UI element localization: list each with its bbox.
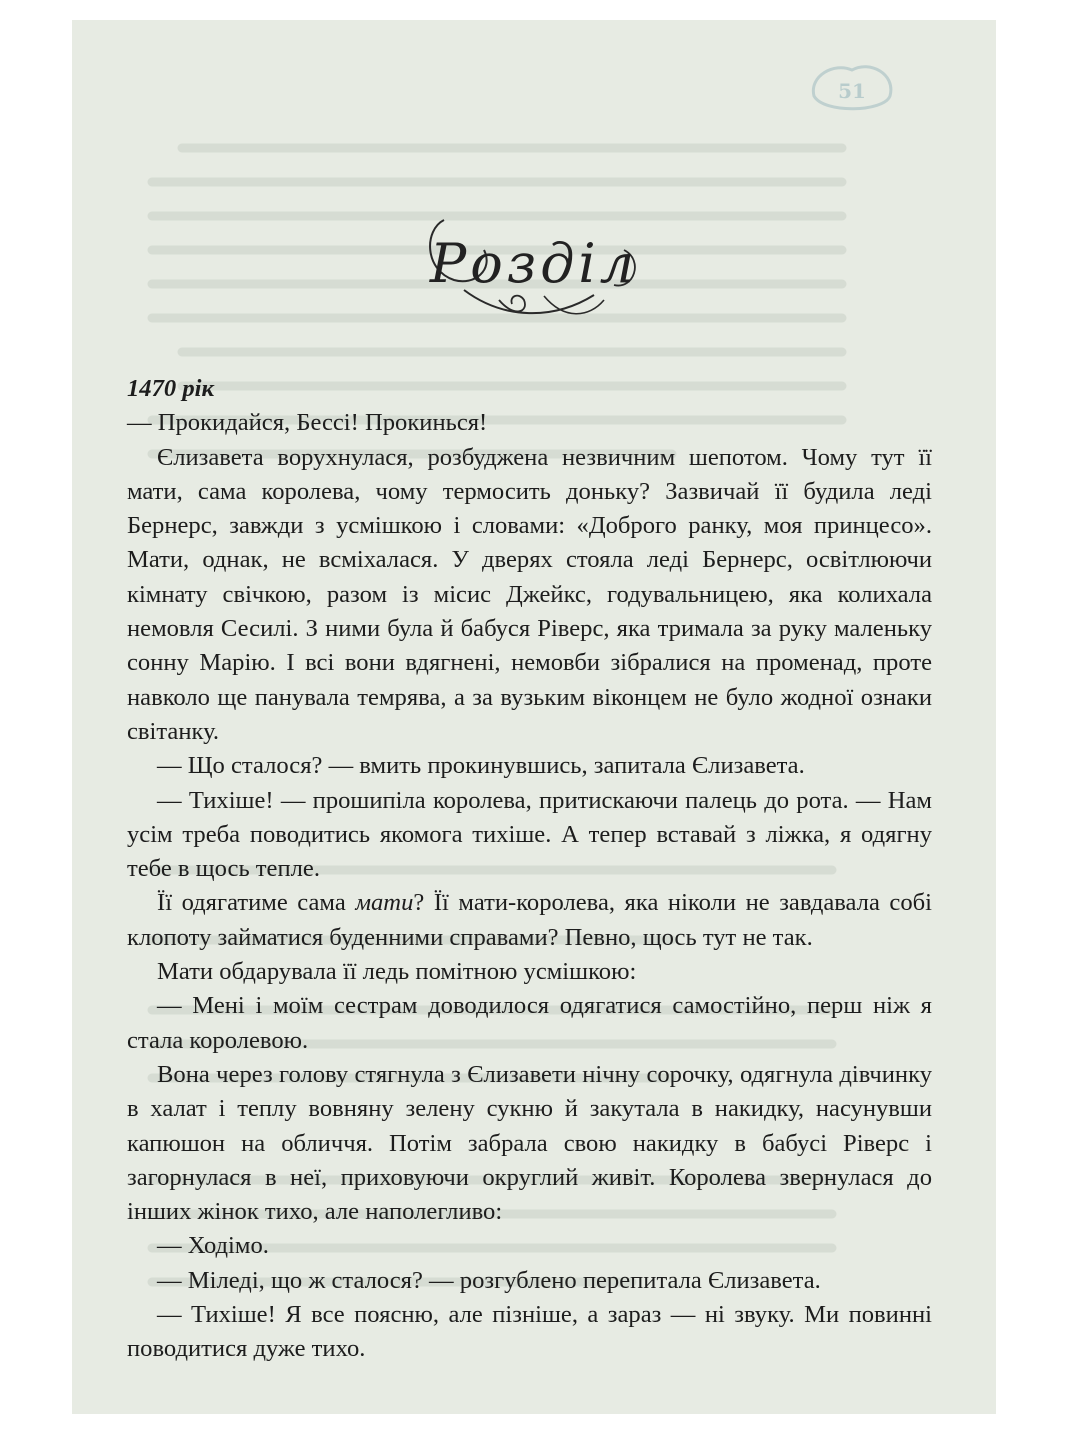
- chapter-heading: [72, 200, 996, 330]
- paragraph-part: Її одягатиме сама: [157, 889, 356, 917]
- paragraph: — Тихіше! Я все поясню, але пізніше, а зараз — ні звуку. Ми повинні поводитися дуже тихо.: [127, 1301, 932, 1363]
- paragraph: — Що сталося? — вмить прокинувшись, запитала Єлизавета.: [157, 752, 805, 780]
- page-number: 51: [838, 79, 866, 103]
- emphasis: мати: [355, 889, 414, 917]
- paragraph-part: ? Її мати-королева, яка ніколи не завдавала собі клопоту займатися буденними справами? Певно, щось тут не так.: [127, 889, 932, 951]
- paragraph: — Ходімо.: [157, 1232, 269, 1260]
- paragraph: — Прокидайся, Бессі! Прокинься!: [127, 409, 488, 437]
- paragraph: Єлизавета ворухнулася, розбуджена незвичним шепотом. Чому тут її мати, сама королева, чому термосить доньку? Зазвичай її будила леді Бернерс, завжди з усмішкою і словами: «Доброго ранку, моя принцесо». Мати, однак, не всміхалася. У дверях стояла леді Бернерс, освітлюючи кімнату свічкою, разом із місис Джейкс, годувальницею, яка колихала немовля Сесилі. З ними була й бабуся Ріверс, яка тримала за руку маленьку сонну Марію. І всі вони вдягнені, немовби зібралися на променад, проте навколо ще панувала темрява, а за вузьким віконцем не було жодної ознаки світанку.: [127, 443, 932, 745]
- paragraph: — Тихіше! — прошипіла королева, притискаючи палець до рота. — Нам усім треба поводитись якомога тихіше. А тепер вставай з ліжка, я одягну тебе в щось тепле.: [127, 786, 932, 883]
- chapter-title: Розділ: [429, 232, 639, 295]
- page-number-badge: [804, 56, 900, 116]
- paragraph: — Мені і моїм сестрам доводилося одягатися самостійно, перш ніж я стала королевою.: [127, 992, 932, 1054]
- paragraph: — Міледі, що ж сталося? — розгублено перепитала Єлизавета.: [157, 1266, 821, 1294]
- book-page: [72, 20, 996, 1414]
- chapter-text: [127, 372, 932, 1367]
- paragraph: [127, 886, 932, 955]
- paragraph: Мати обдарувала її ледь помітною усмішкою:: [157, 958, 637, 986]
- paragraph: Вона через голову стягнула з Єлизавети нічну сорочку, одягнула дівчинку в халат і теплу вовняну зелену сукню й закутала в накидку, насунувши капюшон на обличчя. Потім забрала свою накидку в бабусі Ріверс і загорнулася в неї, приховуючи округлий живіт. Королева звернулася до інших жінок тихо, але наполегливо:: [127, 1060, 932, 1226]
- year-label: 1470 рік: [127, 375, 214, 402]
